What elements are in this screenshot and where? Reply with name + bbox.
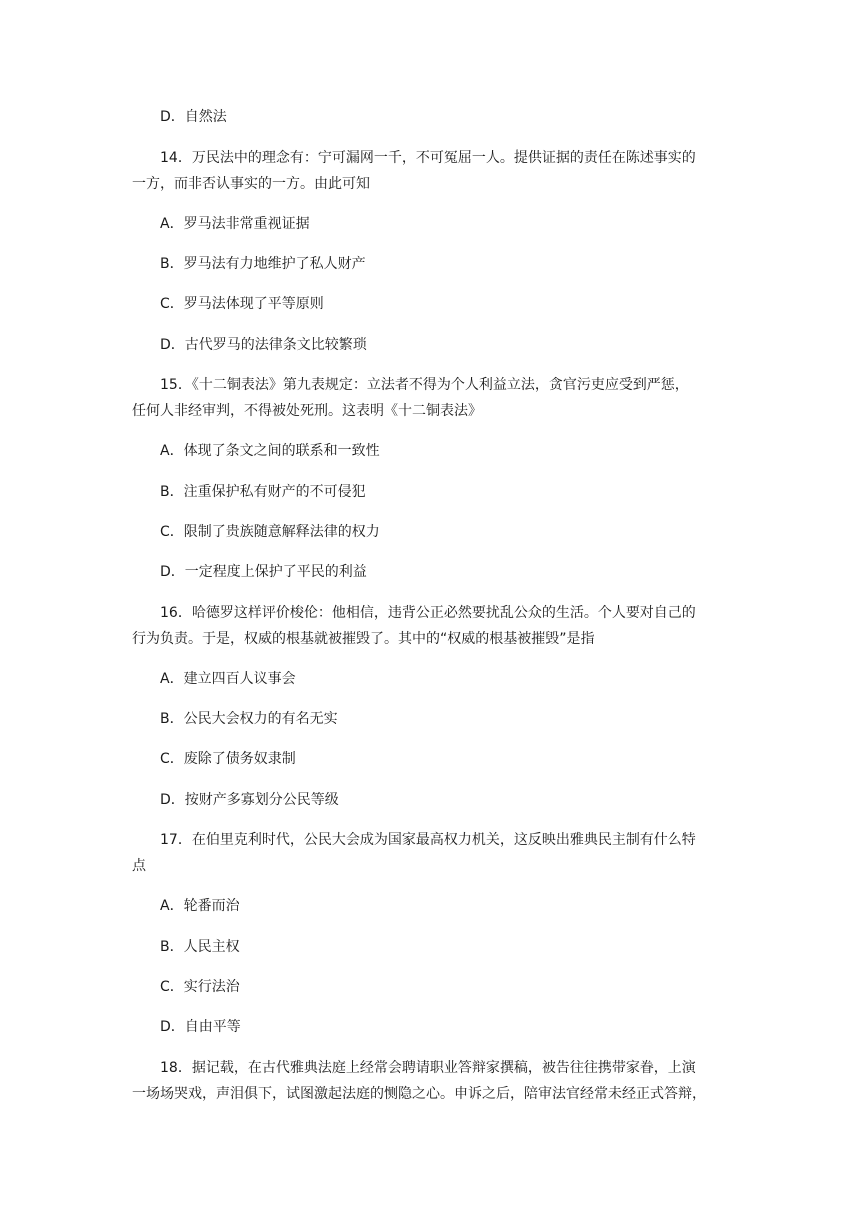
question-17-line-1: 17．在伯里克利时代，公民大会成为国家最高权力机关，这反映出雅典民主制有什么特 — [160, 832, 696, 848]
question-15-line-2: 任何人非经审判，不得被处死刑。这表明《十二铜表法》 — [132, 403, 482, 419]
option-a-q16: A．建立四百人议事会 — [160, 671, 296, 687]
option-d-q15: D．一定程度上保护了平民的利益 — [160, 564, 367, 580]
option-d-q17: D．自由平等 — [160, 1019, 241, 1035]
question-16 — [132, 600, 732, 652]
question-15 — [132, 372, 732, 424]
option-d-q13: D．自然法 — [160, 109, 227, 125]
option-d-q14: D．古代罗马的法律条文比较繁琐 — [160, 337, 367, 353]
option-b-q16: B．公民大会权力的有名无实 — [160, 711, 338, 727]
question-18 — [132, 1055, 732, 1107]
option-b-q17: B．人民主权 — [160, 939, 240, 955]
option-c-q17: C．实行法治 — [160, 979, 240, 995]
question-17-line-2: 点 — [132, 858, 146, 874]
option-c-q14: C．罗马法体现了平等原则 — [160, 296, 324, 312]
question-16-line-2: 行为负责。于是，权威的根基就被摧毁了。其中的“权威的根基被摧毁”是指 — [132, 631, 595, 647]
option-c-q16: C．废除了债务奴隶制 — [160, 751, 296, 767]
question-18-line-2: 一场场哭戏，声泪俱下，试图激起法庭的恻隐之心。申诉之后，陪审法官经常未经正式答辩， — [132, 1086, 706, 1102]
question-14-line-2: 一方，而非否认事实的一方。由此可知 — [132, 176, 370, 192]
option-b-q15: B．注重保护私有财产的不可侵犯 — [160, 484, 366, 500]
option-b-q14: B．罗马法有力地维护了私人财产 — [160, 256, 366, 272]
question-14 — [132, 145, 732, 197]
question-18-line-1: 18．据记载，在古代雅典法庭上经常会聘请职业答辩家撰稿，被告往往携带家眷，上演 — [160, 1060, 696, 1076]
option-a-q14: A．罗马法非常重视证据 — [160, 216, 310, 232]
question-15-line-1: 15．《十二铜表法》第九表规定：立法者不得为个人利益立法，贪官污吏应受到严惩， — [160, 377, 689, 393]
option-d-q16: D．按财产多寡划分公民等级 — [160, 792, 339, 808]
question-16-line-1: 16．哈德罗这样评价梭伦：他相信，违背公正必然要扰乱公众的生活。个人要对自己的 — [160, 605, 696, 621]
question-14-line-1: 14．万民法中的理念有：宁可漏网一千，不可冤屈一人。提供证据的责任在陈述事实的 — [160, 150, 696, 166]
question-17 — [132, 827, 732, 879]
option-a-q15: A．体现了条文之间的联系和一致性 — [160, 443, 380, 459]
option-a-q17: A．轮番而治 — [160, 898, 240, 914]
option-c-q15: C．限制了贵族随意解释法律的权力 — [160, 524, 380, 540]
